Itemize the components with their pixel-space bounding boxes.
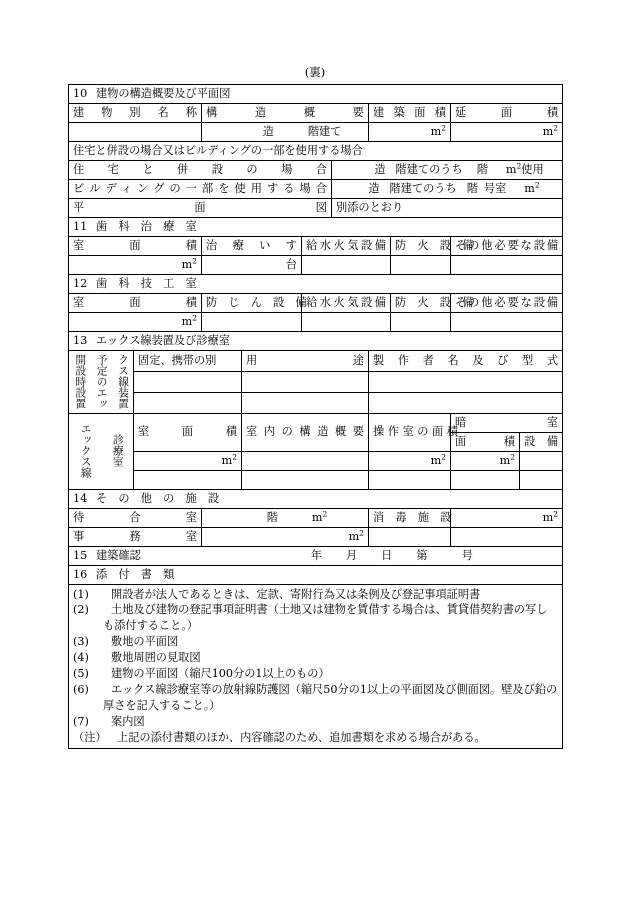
col-lab-room-area: 室 面 積 — [69, 294, 202, 313]
unit-sqm: m — [221, 453, 233, 467]
unit-sqm: m — [430, 125, 442, 138]
xray-room-area-input[interactable] — [134, 470, 242, 489]
section11-column-header-row — [69, 237, 563, 256]
structure-floors-label: 階建て — [307, 125, 342, 138]
attachment-item — [73, 682, 558, 714]
xray-device-vertical-col-3: 開設時設置 — [74, 354, 87, 410]
office-right-value-cell[interactable] — [451, 527, 563, 546]
residence-combined-input[interactable] — [332, 161, 563, 180]
unit-sqm: m — [181, 258, 193, 271]
label-floor-plan: 平 面 図 — [69, 199, 332, 218]
unit-sqm-exp: 2 — [534, 180, 540, 190]
section15-number: 15 — [73, 548, 88, 562]
section12-heading-row — [69, 275, 563, 294]
unit-sqm-exp: 2 — [192, 313, 197, 323]
floors-of-label: 階建てのうち — [389, 182, 457, 195]
section10-subheading: 住宅と併設の場合又はビルディングの一部を使用する場合 — [69, 142, 563, 161]
attachment-number: (3) — [73, 635, 89, 649]
waiting-room-input[interactable] — [202, 508, 369, 527]
disinfection-facility-input[interactable] — [451, 508, 563, 527]
attachment-number: (6) — [73, 682, 89, 696]
col-xray-room-area: 室 面 積 — [134, 413, 242, 451]
section12-title: 歯 科 技 工 室 — [96, 277, 197, 290]
label-disinfection-facility: 消 毒 施 設 — [369, 508, 451, 527]
col-darkroom-area: 面 積 — [451, 432, 520, 451]
col-control-room-area: 操 作 室 の 面 積 — [369, 413, 451, 451]
fire-prevention-input[interactable] — [391, 256, 451, 275]
treatment-chairs-input[interactable] — [202, 256, 302, 275]
label-residence-combined: 住 宅 と 併 設 の 場 合 — [69, 161, 332, 180]
other-equipment-input[interactable] — [451, 256, 563, 275]
attachment-text: 開設者が法人であるときは、定款、寄附行為又は条例及び登記事項証明書 — [111, 587, 481, 601]
attachment-item — [73, 602, 558, 634]
unit-sqm-exp: 2 — [441, 123, 446, 133]
col-darkroom-group: 暗 室 — [451, 413, 563, 432]
day-label: 日 — [381, 548, 393, 562]
dental-clinic-notification-form — [68, 84, 563, 749]
section13-room-row-1 — [69, 451, 563, 470]
label-waiting-room: 待 合 室 — [69, 508, 202, 527]
col-building-area: 建 築 面 積 — [369, 104, 451, 123]
section15-row — [69, 546, 563, 565]
other-equipment-input[interactable] — [451, 313, 563, 332]
unit-sqm: m — [181, 315, 193, 328]
attachment-note — [73, 730, 558, 746]
unit-sqm-exp: 2 — [232, 451, 237, 461]
section11-title: 歯 科 治 療 室 — [96, 220, 197, 233]
label-office-room: 事 務 室 — [69, 527, 202, 546]
section16-number: 16 — [73, 567, 88, 581]
section14-number: 14 — [73, 491, 88, 505]
floor-label: 階 — [476, 163, 488, 176]
section10-title: 建物の構造概要及び平面図 — [96, 87, 231, 100]
page-side-marker: (裏) — [304, 65, 326, 79]
section10-heading-row — [69, 85, 563, 104]
col-structure-outline: 構 造 概 要 — [202, 104, 369, 123]
attachment-number: (4) — [73, 651, 89, 665]
attachments-list-cell — [69, 584, 563, 748]
darkroom-equipment-input[interactable] — [520, 470, 563, 489]
section14-heading-row — [69, 489, 563, 508]
unit-sqm: m — [542, 125, 554, 138]
col-fire-prevention: 防 火 設 備 — [391, 294, 451, 313]
zou-label: 造 — [374, 163, 386, 176]
section11-heading-row — [69, 218, 563, 237]
fixed-or-portable-input[interactable] — [134, 392, 242, 413]
control-room-area-input[interactable] — [369, 470, 451, 489]
structure-zou-label: 造 — [262, 125, 274, 138]
col-water-fire-equipment: 給水火気設備 — [302, 294, 391, 313]
section15-heading — [69, 546, 563, 565]
total-area-input[interactable] — [451, 123, 563, 142]
year-label: 年 — [310, 548, 322, 562]
unit-sqm-exp: 2 — [510, 451, 515, 461]
section14-waiting-room-row — [69, 508, 563, 527]
attachment-item — [73, 666, 558, 682]
col-other-equipment: その他必要な設備 — [451, 294, 563, 313]
unit-sqm-exp: 2 — [441, 451, 446, 461]
col-fire-prevention: 防 火 設 備 — [391, 237, 451, 256]
attachment-text: 敷地周囲の見取図 — [111, 651, 201, 665]
section14-title: そ の 他 の 施 設 — [96, 491, 220, 505]
section13-number: 13 — [73, 334, 88, 347]
darkroom-area-input[interactable] — [451, 470, 520, 489]
section12-value-row — [69, 313, 563, 332]
col-use: 用 途 — [242, 351, 369, 372]
control-room-area-input[interactable] — [369, 451, 451, 470]
floor-label: 階 — [266, 510, 278, 524]
unit-sqm-exp: 2 — [516, 161, 522, 171]
dai-label: 第 — [416, 548, 428, 562]
section11-heading — [69, 218, 563, 237]
room-area-input[interactable] — [69, 256, 202, 275]
dust-equipment-input[interactable] — [202, 313, 302, 332]
section16-title: 添 付 書 類 — [96, 567, 175, 581]
col-total-area: 延 面 積 — [451, 104, 563, 123]
section11-number: 11 — [73, 220, 88, 233]
section10-column-header-row — [69, 104, 563, 123]
col-building-name: 建 物 別 名 称 — [69, 104, 202, 123]
section10-residence-row — [69, 161, 563, 180]
office-right-label-cell[interactable] — [369, 527, 451, 546]
interior-structure-input[interactable] — [242, 451, 369, 470]
xray-room-vertical-col-1: 診療室 — [111, 434, 124, 468]
col-darkroom-equipment: 設 備 — [520, 432, 563, 451]
unit-sqm-exp: 2 — [553, 508, 559, 518]
unit-sqm-exp: 2 — [553, 123, 559, 133]
unit-sqm: m — [348, 529, 360, 543]
attachment-number: (5) — [73, 667, 89, 681]
section13-room-darkroom-group-row — [69, 413, 563, 432]
use-input[interactable] — [242, 392, 369, 413]
section14-heading — [69, 489, 563, 508]
water-fire-equipment-input[interactable] — [302, 313, 391, 332]
xray-room-vertical-col-2: エックス線 — [79, 423, 92, 479]
section13-heading — [69, 332, 563, 351]
attachment-item — [73, 650, 558, 666]
col-treatment-chairs: 治 療 い す — [202, 237, 302, 256]
attachment-number: (2) — [73, 603, 89, 617]
section10-value-row — [69, 123, 563, 142]
use-label: 使用 — [521, 163, 544, 176]
building-part-use-input[interactable] — [332, 180, 563, 199]
section13-device-header-row — [69, 351, 563, 372]
fire-prevention-input[interactable] — [391, 313, 451, 332]
attachment-text: エックス線診療室等の放射線防護図（縮尺50分の1以上の平面図及び側面図。壁及び鉛の厚さを記入すること。） — [103, 682, 558, 712]
floors-of-label: 階建てのうち — [395, 163, 463, 176]
attachment-item — [73, 634, 558, 650]
xray-device-vertical-col-2: 予定のエッ — [95, 354, 108, 410]
section16-attachments-row — [69, 584, 563, 748]
attachment-item — [73, 587, 558, 603]
section12-number: 12 — [73, 277, 88, 290]
section15-title: 建築確認 — [96, 548, 141, 562]
use-input[interactable] — [242, 371, 369, 392]
section10-floorplan-row — [69, 199, 563, 218]
office-room-input[interactable] — [202, 527, 369, 546]
unit-dai: 台 — [285, 258, 297, 271]
section13-device-row-2 — [69, 392, 563, 413]
col-fixed-or-portable: 固定、携帯の別 — [134, 351, 242, 372]
unit-sqm-exp: 2 — [192, 256, 197, 266]
unit-sqm: m — [524, 182, 535, 195]
attachment-number: (7) — [73, 714, 89, 728]
xray-room-area-input[interactable] — [134, 451, 242, 470]
attachments-list — [73, 587, 558, 746]
section13-title: エックス線装置及び診療室 — [96, 334, 230, 347]
section10-number: 10 — [73, 87, 88, 100]
xray-device-vertical-label — [69, 351, 134, 414]
section10-heading — [69, 85, 563, 104]
structure-outline-input[interactable] — [202, 123, 369, 142]
col-other-equipment: その他必要な設備 — [451, 237, 563, 256]
unit-sqm: m — [430, 453, 442, 467]
col-maker-and-model: 製 作 者 名 及 び 型 式 — [369, 351, 563, 372]
col-room-area: 室 面 積 — [69, 237, 202, 256]
section13-heading-row — [69, 332, 563, 351]
xray-room-vertical-label — [69, 413, 134, 489]
attachment-number: (1) — [73, 587, 89, 601]
floor-plan-value[interactable]: 別添のとおり — [332, 199, 563, 218]
darkroom-area-input[interactable] — [451, 451, 520, 470]
attachment-text: 建物の平面図（縮尺100分の1以上のもの） — [111, 667, 330, 681]
lab-room-area-input[interactable] — [69, 313, 202, 332]
darkroom-equipment-input[interactable] — [520, 451, 563, 470]
interior-structure-input[interactable] — [242, 470, 369, 489]
unit-sqm-exp: 2 — [322, 508, 328, 518]
section10-building-part-row — [69, 180, 563, 199]
maker-and-model-input[interactable] — [369, 371, 563, 392]
section16-heading-row — [69, 565, 563, 584]
section11-value-row — [69, 256, 563, 275]
water-fire-equipment-input[interactable] — [302, 256, 391, 275]
attachment-text: 案内図 — [111, 714, 145, 728]
gou-label: 号 — [461, 548, 473, 562]
section15-fields[interactable] — [141, 549, 473, 562]
attachment-item — [73, 714, 558, 730]
floor-label: 階 — [466, 182, 478, 195]
section14-office-room-row — [69, 527, 563, 546]
col-water-fire-equipment: 給水火気設備 — [302, 237, 391, 256]
fixed-or-portable-input[interactable] — [134, 371, 242, 392]
attachment-text: 敷地の平面図 — [111, 635, 179, 649]
unit-sqm: m — [311, 510, 323, 524]
section13-device-row-1 — [69, 371, 563, 392]
building-area-input[interactable] — [369, 123, 451, 142]
attachment-note-label: （注） — [73, 730, 107, 744]
month-label: 月 — [345, 548, 358, 562]
section12-column-header-row — [69, 294, 563, 313]
unit-sqm-exp: 2 — [359, 527, 364, 537]
maker-and-model-input[interactable] — [369, 392, 563, 413]
attachment-text: 土地及び建物の登記事項証明書（土地又は建物を賃借する場合は、賃貸借契約書の写しも添付すること。） — [103, 603, 548, 633]
col-dust-equipment: 防 じ ん 設 備 — [202, 294, 302, 313]
section13-room-row-2 — [69, 470, 563, 489]
section10-subheading-row — [69, 142, 563, 161]
attachment-note-text: 上記の添付書類のほか、内容確認のため、追加書類を求める場合がある。 — [117, 730, 486, 744]
unit-sqm: m — [542, 510, 554, 524]
xray-device-vertical-col-1: クス線装置 — [117, 354, 129, 410]
unit-sqm: m — [499, 453, 511, 467]
zou-label: 造 — [368, 182, 380, 195]
col-interior-structure: 室 内 の 構 造 概 要 — [242, 413, 369, 451]
section12-heading — [69, 275, 563, 294]
label-building-part-use: ビルディングの一部を使用する場合 — [69, 180, 332, 199]
building-name-input[interactable] — [69, 123, 202, 142]
unit-sqm: m — [505, 163, 517, 176]
section16-heading — [69, 565, 563, 584]
room-number-label: 号室 — [483, 182, 507, 195]
